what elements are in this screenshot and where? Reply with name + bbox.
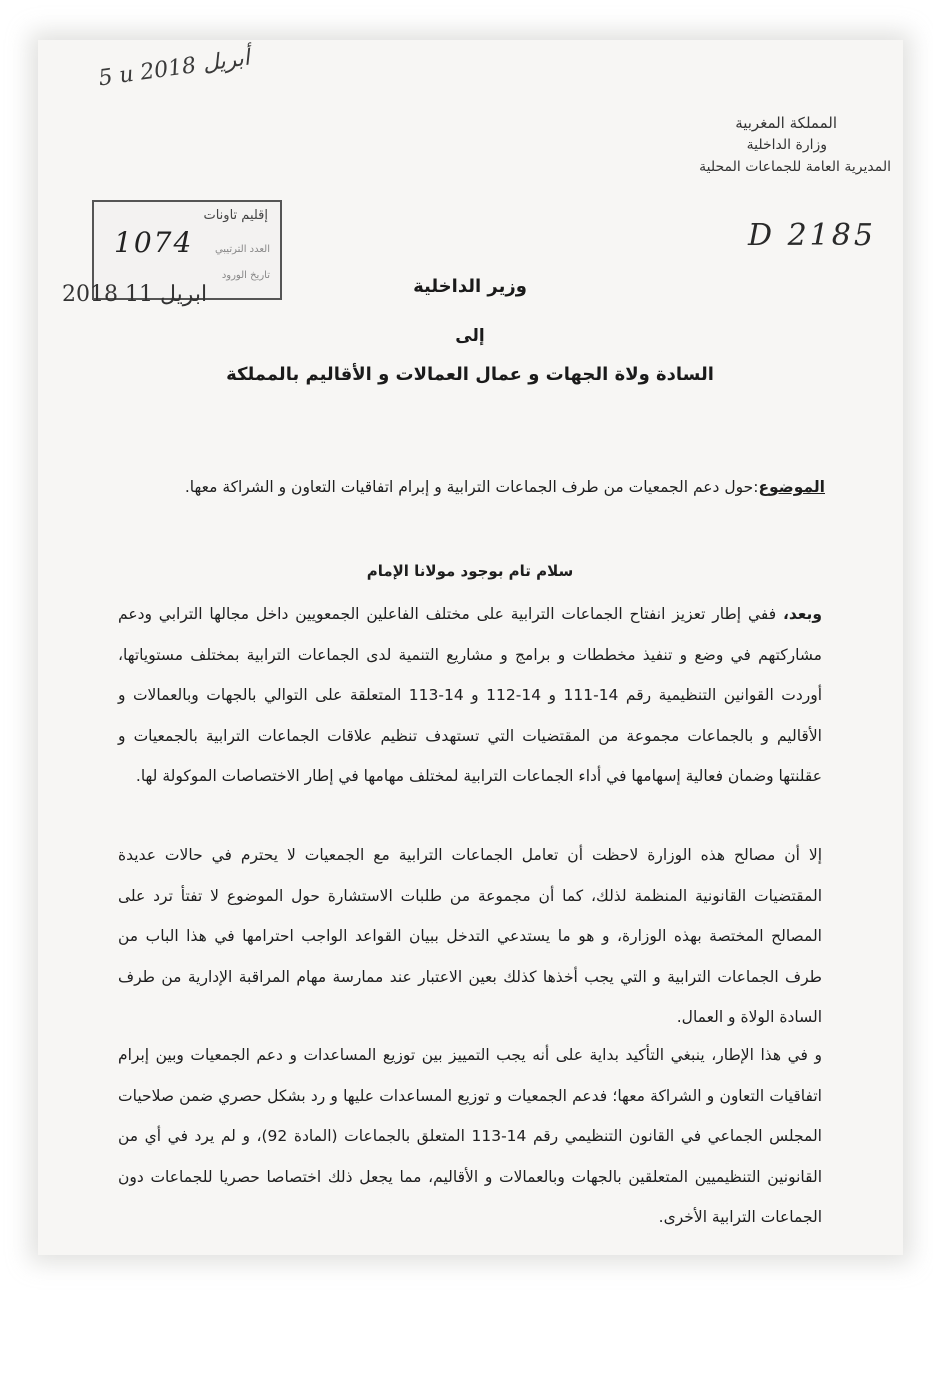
- to-label: إلى: [455, 326, 485, 346]
- paragraph-1: [118, 594, 822, 797]
- stamp-title: إقليم تاونات: [203, 208, 268, 223]
- letterhead-kingdom: المملكة المغربية: [735, 114, 837, 132]
- handwritten-date: 5 u أبريل 2018: [97, 45, 252, 92]
- recipients: السادة ولاة الجهات و عمال العمالات و الأقاليم بالمملكة: [226, 364, 714, 385]
- stamp-number: 1074: [114, 226, 194, 259]
- paragraph-3: و في هذا الإطار، ينبغي التأكيد بداية على أنه يجب التمييز بين توزيع المساعدات و دعم الجمعيات وبين إبرام اتفاقيات التعاون و الشراكة معها؛ فدعم الجمعيات و توزيع المساعدات عليها و رد بشكل حصري ضمن صلاحيات المجلس الجماعي في القانون التنظيمي رقم 14-113 المتعلق بالجماعات (المادة 92)، و لم يرد في أي من القانونين التنظيميين المتعلقين بالجهات وبالعمالات و الأقاليم، مما يجعل ذلك اختصاصا حصريا للجماعات دون الجماعات الترابية الأخرى.: [118, 1046, 822, 1226]
- letterhead-ministry: وزارة الداخلية: [746, 137, 827, 153]
- sender-title: وزير الداخلية: [413, 276, 527, 297]
- paragraph-2: إلا أن مصالح هذه الوزارة لاحظت أن تعامل الجماعات الترابية مع الجمعيات لا يحترم في حالات عديدة المقتضيات القانونية المنظمة لذلك، كما أن مجموعة من طلبات الاستشارة حول الموضوع لا تفتأ ترد على المصالح المختصة بهذه الوزارة، و هو ما يستدعي التدخل ببيان القواعد الواجب احترامها في هذا الباب من طرف الجماعات الترابية و التي يجب أخذها كذلك بعين الاعتبار عند ممارسة مهام المراقبة الإدارية من طرف السادة الولاة و العمال.: [118, 846, 822, 1026]
- subject-label: الموضوع: [758, 478, 825, 496]
- subject-text: :حول دعم الجمعيات من طرف الجماعات الترابية و إبرام اتفاقيات التعاون و الشراكة معها.: [184, 478, 759, 496]
- stamp-date-label: تاريخ الورود: [221, 270, 270, 281]
- subject-line: [185, 478, 825, 496]
- greeting: سلام تام بوجود مولانا الإمام: [366, 562, 574, 580]
- letterhead-directorate: المديرية العامة للجماعات المحلية: [699, 159, 891, 175]
- stamp-date: 2018 ابريل 11: [62, 282, 208, 307]
- paragraph-1-lead: وبعد،: [782, 605, 822, 623]
- paragraph-1-text: ففي إطار تعزيز انفتاح الجماعات الترابية على مختلف الفاعلين الجمعويين داخل مجالها الترابي ودعم مشاركتهم في وضع و تنفيذ مخططات و برامج و مشاريع التنمية لدى الجماعات الترابية بمختلف مستوياتها، أوردت القوانين التنظيمية رقم 14-111 و 14-112 و 14-113 المتعلقة على التوالي بالجهات وبالعمالات و الأقاليم و بالجماعات مجموعة من المقتضيات التي تستهدف تنظيم علاقات الجماعات الترابية بالجمعيات و عقلنتها وضمان فعالية إسهامها في أداء الجماعات الترابية لمختلف مهامها في إطار الاختصاصات الموكولة لها.: [118, 605, 822, 785]
- stamp-serial-label: العدد الترتيبي: [214, 244, 270, 255]
- handwritten-reference: D 2185: [748, 218, 876, 253]
- letterhead: [631, 112, 891, 178]
